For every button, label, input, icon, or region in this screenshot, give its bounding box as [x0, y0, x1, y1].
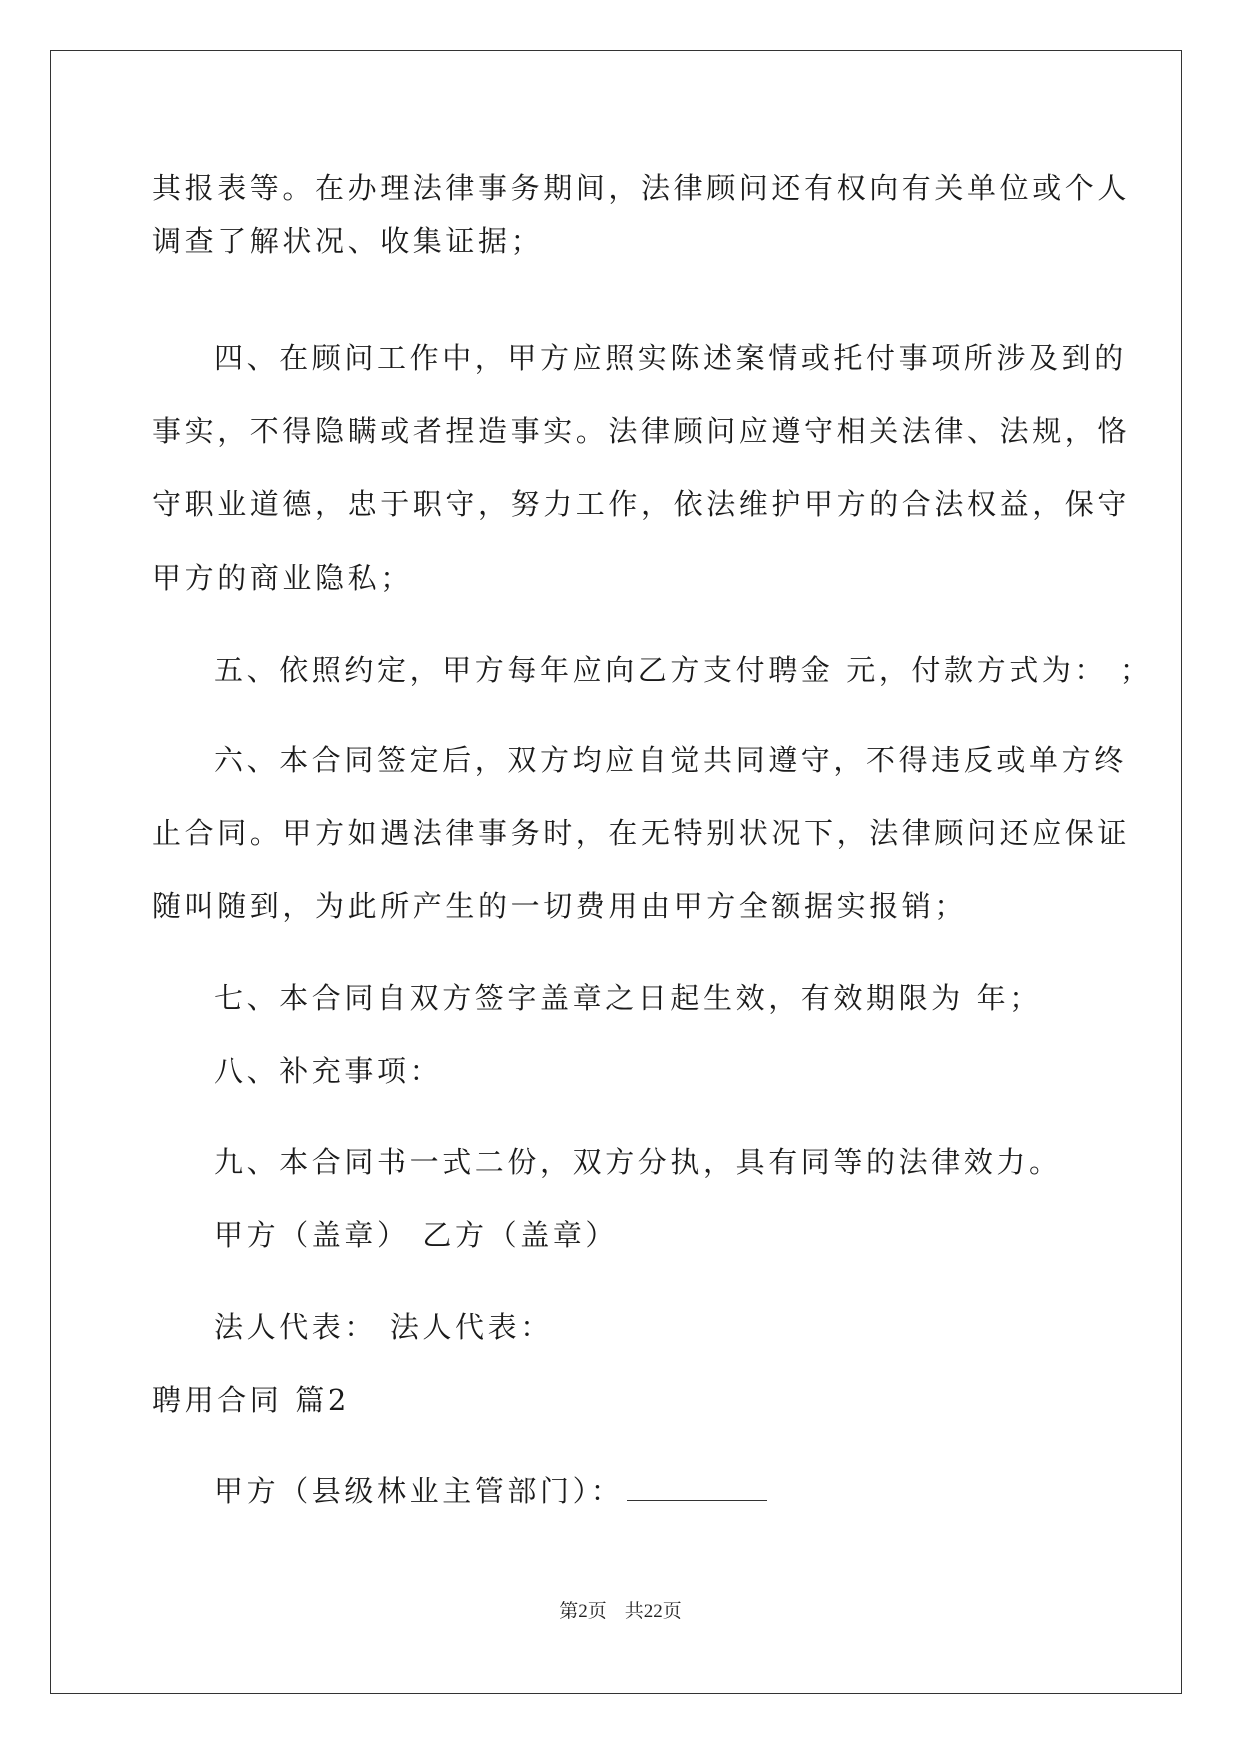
fill-in-blank	[627, 1474, 767, 1501]
paragraph-line: 止合同。甲方如遇法律事务时，在无特别状况下，法律顾问还应保证	[152, 816, 1131, 850]
signature-line: 法人代表： 法人代表：	[214, 1310, 553, 1344]
page-number: 第2页	[559, 1601, 607, 1622]
paragraph-line: 六、本合同签定后，双方均应自觉共同遵守，不得违反或单方终	[214, 743, 1127, 777]
party-a-line	[214, 1471, 767, 1511]
paragraph-line: 八、补充事项：	[214, 1054, 443, 1088]
page-border	[50, 50, 1182, 1694]
paragraph-line: 四、在顾问工作中，甲方应照实陈述案情或托付事项所涉及到的	[214, 341, 1127, 375]
page-footer	[0, 1599, 1241, 1625]
paragraph-line: 事实，不得隐瞒或者捏造事实。法律顾问应遵守相关法律、法规，恪	[152, 414, 1131, 448]
paragraph-line: 七、本合同自双方签字盖章之日起生效，有效期限为 年；	[214, 981, 1042, 1015]
section-heading: 聘用合同 篇2	[152, 1383, 350, 1417]
paragraph-line: 其报表等。在办理法律事务期间，法律顾问还有权向有关单位或个人	[152, 171, 1131, 205]
signature-line: 甲方（盖章） 乙方（盖章）	[214, 1218, 619, 1252]
paragraph-line: 随叫随到，为此所产生的一切费用由甲方全额据实报销；	[152, 889, 968, 923]
paragraph-line: 九、本合同书一式二份，双方分执，具有同等的法律效力。	[214, 1145, 1062, 1179]
paragraph-line: 甲方的商业隐私；	[152, 561, 413, 595]
party-a-label: 甲方（县级林业主管部门）：	[214, 1474, 624, 1508]
page-total: 共22页	[624, 1601, 682, 1622]
paragraph-line: 五、依照约定，甲方每年应向乙方支付聘金 元，付款方式为： ；	[214, 653, 1153, 687]
paragraph-line: 守职业道德，忠于职守，努力工作，依法维护甲方的合法权益，保守	[152, 487, 1131, 521]
paragraph-line: 调查了解状况、收集证据；	[152, 224, 544, 258]
